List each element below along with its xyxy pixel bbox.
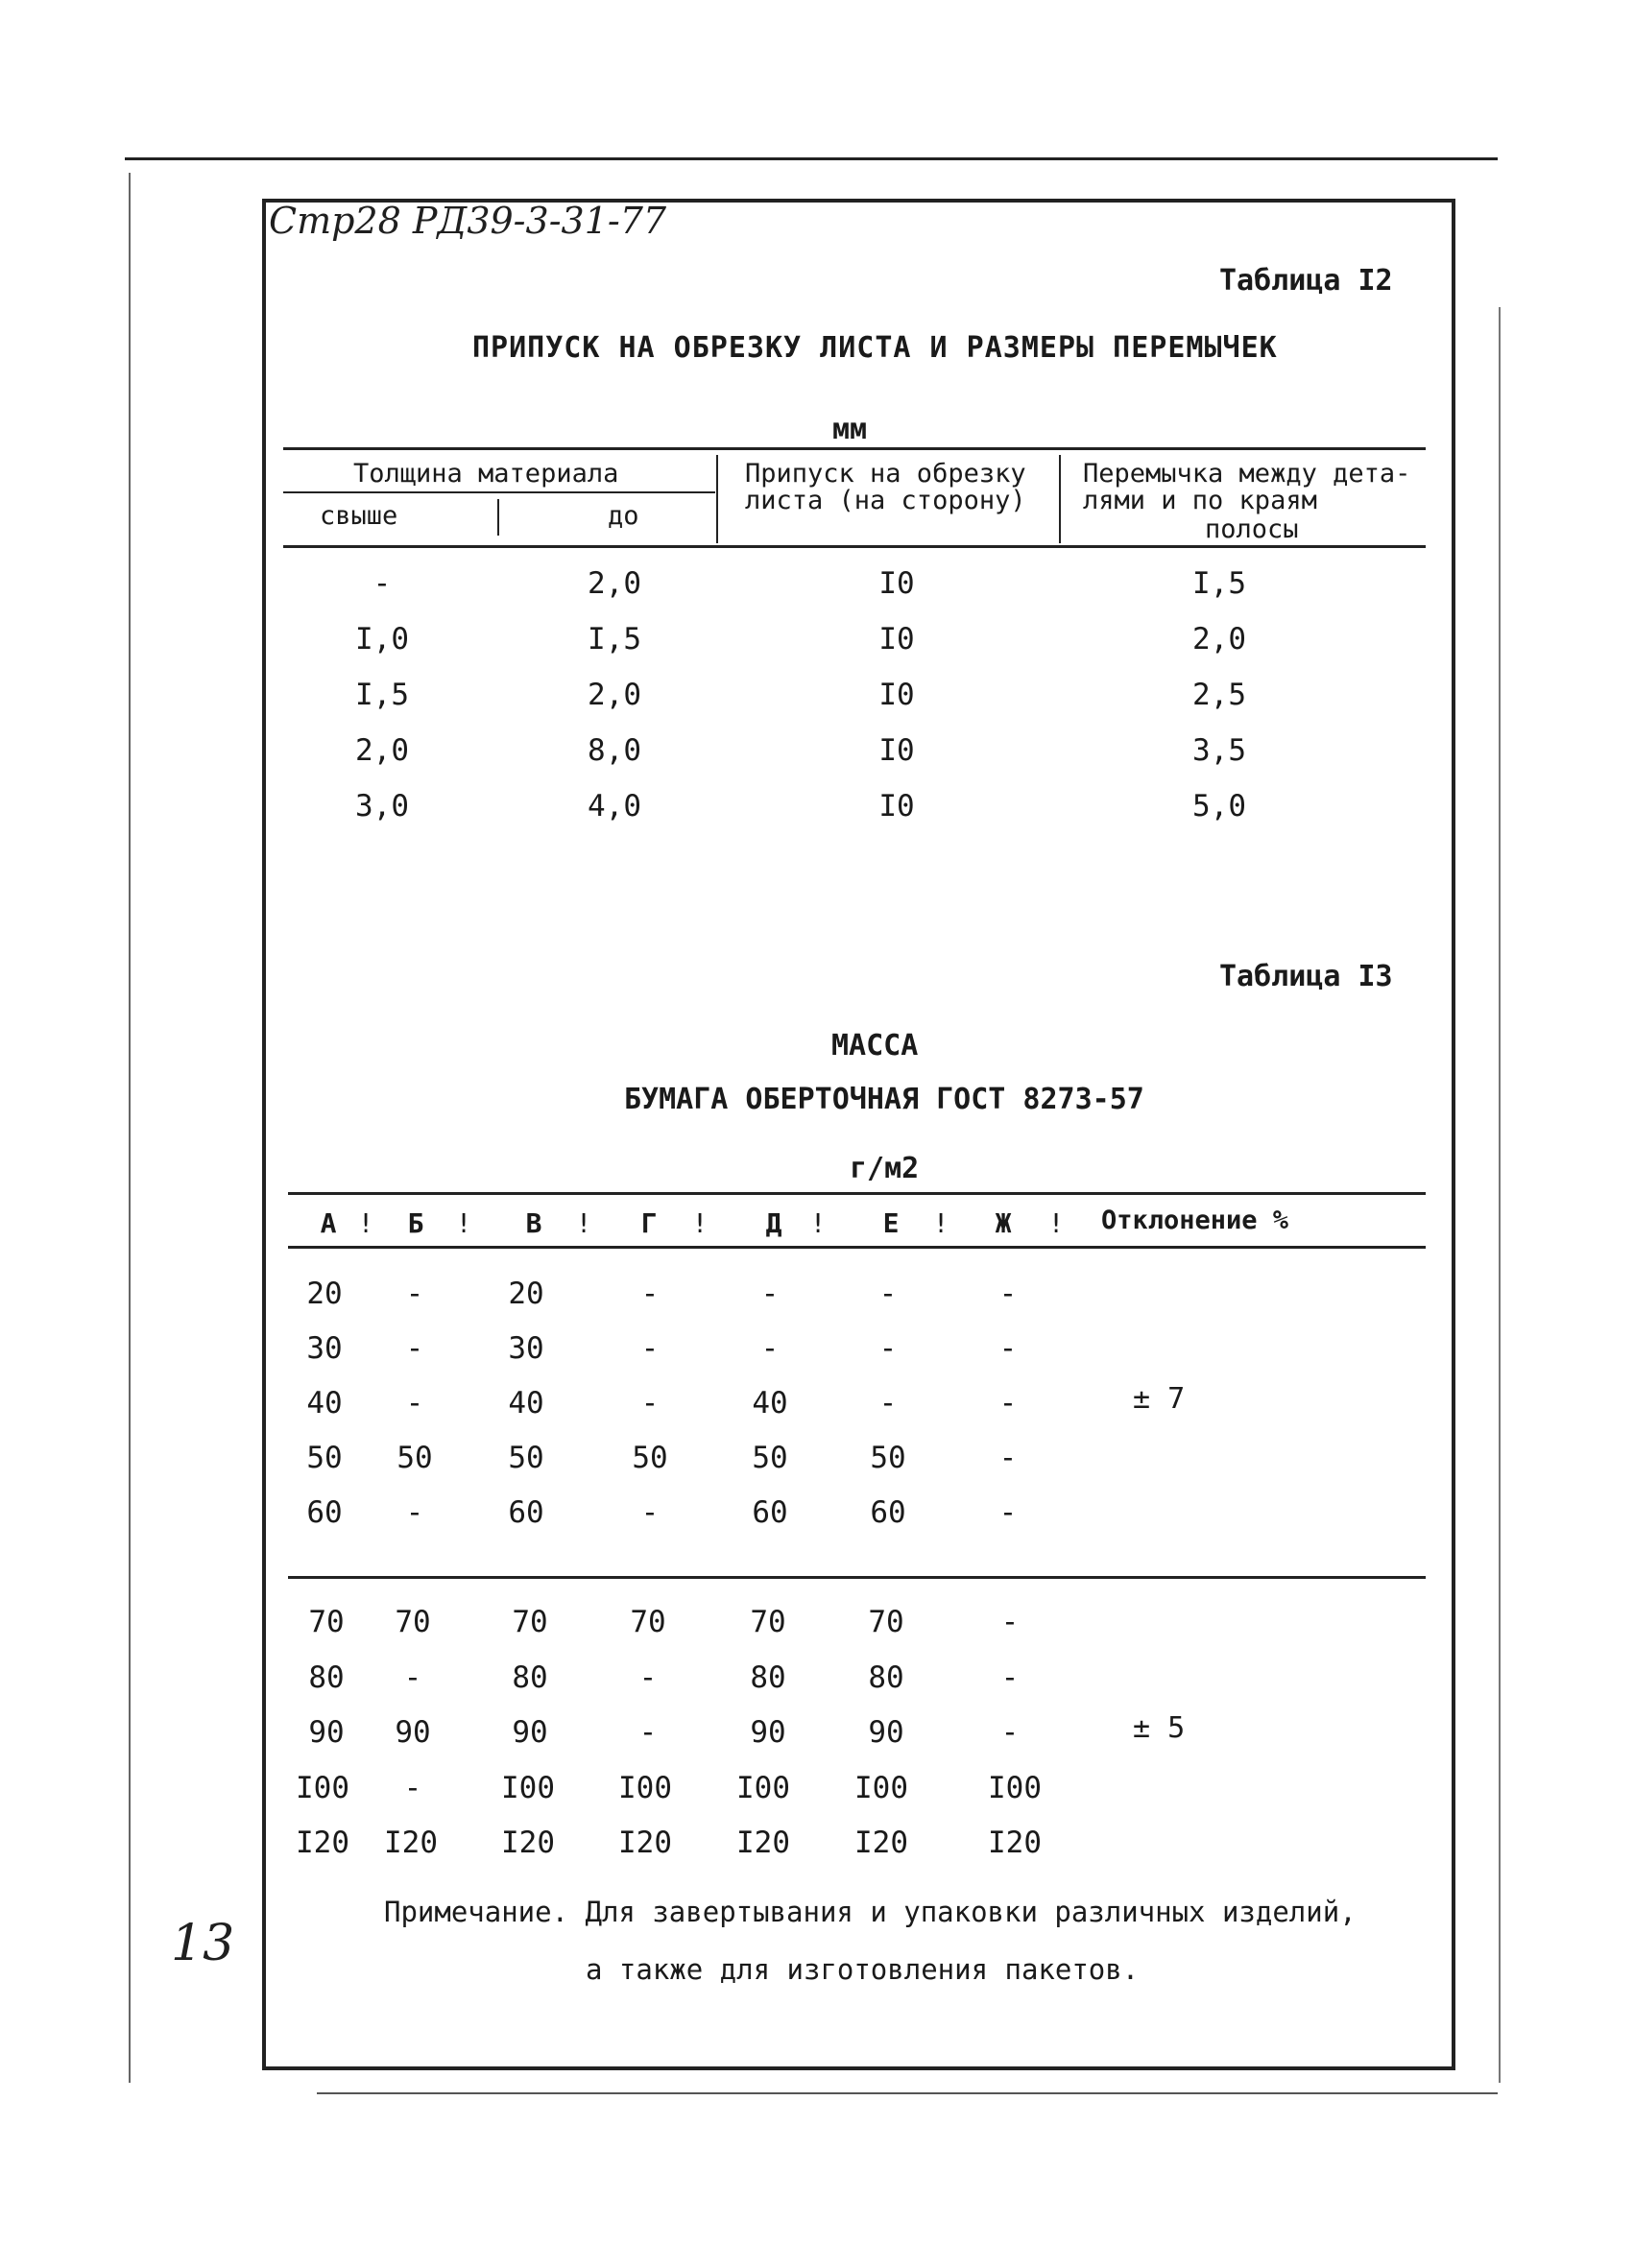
table12-divider-2 [1059, 455, 1061, 543]
deviation-value: ± 5 [1133, 1711, 1186, 1745]
table-cell: - [640, 1495, 660, 1530]
handwritten-page-number: 13 [171, 1915, 235, 1972]
table-cell: - [1000, 1715, 1020, 1750]
table-cell: 20 [306, 1277, 343, 1311]
table12-divider-1 [716, 455, 718, 543]
table-cell: I20 [618, 1826, 672, 1860]
table-cell: I0 [878, 566, 915, 601]
column-separator: ! [691, 1207, 709, 1239]
table-cell: - [403, 1771, 422, 1805]
table-cell: - [640, 1277, 660, 1311]
table-cell: 8,0 [588, 733, 641, 768]
table-cell: 90 [308, 1715, 345, 1750]
table-cell: 50 [306, 1441, 343, 1475]
column-separator: ! [932, 1207, 949, 1239]
table-cell: 90 [395, 1715, 431, 1750]
note-line-1: Примечание. Для завертывания и упаковки различных изделий, [384, 1896, 1357, 1928]
table12-header-allowance-2: листа (на сторону) [745, 486, 1026, 515]
table-cell: 30 [306, 1331, 343, 1366]
table-cell: 50 [632, 1441, 668, 1475]
table-cell: - [638, 1715, 658, 1750]
scan-left-line [129, 173, 131, 2083]
table-cell: I00 [988, 1771, 1042, 1805]
table13-unit: г/м2 [850, 1152, 920, 1185]
table-cell: 60 [306, 1495, 343, 1530]
table-cell: 70 [512, 1605, 548, 1639]
table13-top-rule [288, 1192, 1426, 1195]
table-cell: I20 [854, 1826, 908, 1860]
table12-header-bridge-3: полосы [1205, 514, 1299, 544]
table-cell: - [640, 1331, 660, 1366]
table-cell: 70 [395, 1605, 431, 1639]
table-cell: - [998, 1386, 1018, 1420]
column-separator: ! [455, 1207, 472, 1239]
table-cell: 60 [870, 1495, 906, 1530]
column-separator: ! [1047, 1207, 1065, 1239]
table-cell: I0 [878, 678, 915, 712]
table-cell: 2,0 [588, 678, 641, 712]
table-cell: 90 [750, 1715, 786, 1750]
table-cell: - [998, 1495, 1018, 1530]
table13-header-bottom-rule [288, 1246, 1426, 1249]
table-cell: - [878, 1331, 898, 1366]
scan-right-line [1499, 307, 1501, 2083]
scan-top-line [125, 157, 1498, 160]
table-cell: I,5 [355, 678, 409, 712]
table-cell: - [1000, 1660, 1020, 1695]
table-cell: - [405, 1277, 424, 1311]
table-cell: - [405, 1331, 424, 1366]
table-cell: 80 [868, 1660, 904, 1695]
table-column-header: Д [765, 1207, 782, 1239]
table-cell: 80 [308, 1660, 345, 1695]
table-cell: - [998, 1277, 1018, 1311]
table13-label: Таблица I3 [1219, 960, 1393, 993]
table-column-header: Ж [995, 1207, 1012, 1239]
table12-header-bottom-rule [283, 545, 1426, 548]
table-cell: I0 [878, 733, 915, 768]
table-cell: 80 [750, 1660, 786, 1695]
table-cell: - [760, 1277, 780, 1311]
table12-unit: мм [832, 413, 868, 446]
table-cell: - [760, 1331, 780, 1366]
table-column-header: А [320, 1207, 337, 1239]
table-cell: 20 [508, 1277, 544, 1311]
table12-top-rule [283, 447, 1426, 450]
column-separator: ! [809, 1207, 827, 1239]
table-cell: - [372, 566, 392, 601]
table12-header-above: свыше [320, 501, 398, 531]
table-cell: I,5 [1192, 566, 1246, 601]
table-cell: 70 [308, 1605, 345, 1639]
table13-title: МАССА [831, 1029, 919, 1062]
table-cell: - [405, 1495, 424, 1530]
table12-label: Таблица I2 [1219, 264, 1393, 298]
table12-header-upto: до [608, 501, 639, 531]
note-line-2: а также для изготовления пакетов. [586, 1953, 1140, 1986]
table-column-header: Е [882, 1207, 900, 1239]
table-cell: 2,0 [355, 733, 409, 768]
table-cell: 70 [630, 1605, 666, 1639]
table-cell: I00 [296, 1771, 349, 1805]
table-cell: 60 [752, 1495, 788, 1530]
table-cell: - [1000, 1605, 1020, 1639]
table-cell: I20 [384, 1826, 438, 1860]
table-cell: 4,0 [588, 789, 641, 824]
table-cell: - [998, 1441, 1018, 1475]
deviation-value: ± 7 [1133, 1382, 1186, 1416]
table-cell: I00 [501, 1771, 555, 1805]
table-cell: - [403, 1660, 422, 1695]
table-cell: 40 [752, 1386, 788, 1420]
table-cell: 50 [396, 1441, 433, 1475]
table-cell: 40 [508, 1386, 544, 1420]
table12-header-thickness: Толщина материала [353, 459, 619, 489]
table-cell: 3,5 [1192, 733, 1246, 768]
deviation-header: Отклонение % [1101, 1206, 1289, 1235]
table-cell: 3,0 [355, 789, 409, 824]
table-cell: 70 [868, 1605, 904, 1639]
table-cell: 40 [306, 1386, 343, 1420]
table-cell: - [405, 1386, 424, 1420]
table-cell: 5,0 [1192, 789, 1246, 824]
column-separator: ! [357, 1207, 374, 1239]
document-stamp: Стр28 РД39-3-31-77 [269, 200, 667, 242]
table-cell: - [878, 1386, 898, 1420]
table-column-header: Г [640, 1207, 658, 1239]
table-cell: I,5 [588, 622, 641, 657]
table12-title: ПРИПУСК НА ОБРЕЗКУ ЛИСТА И РАЗМЕРЫ ПЕРЕМЫЧЕК [472, 331, 1278, 365]
table-cell: I20 [988, 1826, 1042, 1860]
table13-subtitle: БУМАГА ОБЕРТОЧНАЯ ГОСТ 8273-57 [624, 1083, 1144, 1116]
table12-header-bridge-2: лями и по краям [1083, 486, 1317, 515]
table-cell: I20 [296, 1826, 349, 1860]
table-cell: 2,0 [588, 566, 641, 601]
table-cell: - [878, 1277, 898, 1311]
column-separator: ! [575, 1207, 592, 1239]
table13-group-divider [288, 1576, 1426, 1579]
table-cell: I,0 [355, 622, 409, 657]
table-cell: I20 [501, 1826, 555, 1860]
table-cell: 50 [870, 1441, 906, 1475]
table12-subheader-rule [283, 491, 715, 493]
table-cell: I0 [878, 622, 915, 657]
table-cell: - [638, 1660, 658, 1695]
table-cell: 60 [508, 1495, 544, 1530]
table-cell: I00 [618, 1771, 672, 1805]
table-cell: 2,5 [1192, 678, 1246, 712]
scan-bottom-line [317, 2092, 1498, 2094]
table-cell: - [640, 1386, 660, 1420]
table-cell: 70 [750, 1605, 786, 1639]
table-cell: 90 [512, 1715, 548, 1750]
table-column-header: Б [407, 1207, 424, 1239]
table-cell: 50 [508, 1441, 544, 1475]
table-cell: I00 [736, 1771, 790, 1805]
table-cell: I0 [878, 789, 915, 824]
table-cell: - [998, 1331, 1018, 1366]
table-cell: 50 [752, 1441, 788, 1475]
table-cell: I00 [854, 1771, 908, 1805]
table-cell: 30 [508, 1331, 544, 1366]
table-cell: 90 [868, 1715, 904, 1750]
table-cell: 2,0 [1192, 622, 1246, 657]
table-cell: I20 [736, 1826, 790, 1860]
table12-header-bridge-1: Перемычка между дета- [1083, 459, 1411, 489]
table12-divider-sub [497, 499, 499, 536]
table12-header-allowance-1: Припуск на обрезку [745, 459, 1026, 489]
table-column-header: В [525, 1207, 542, 1239]
table-cell: 80 [512, 1660, 548, 1695]
